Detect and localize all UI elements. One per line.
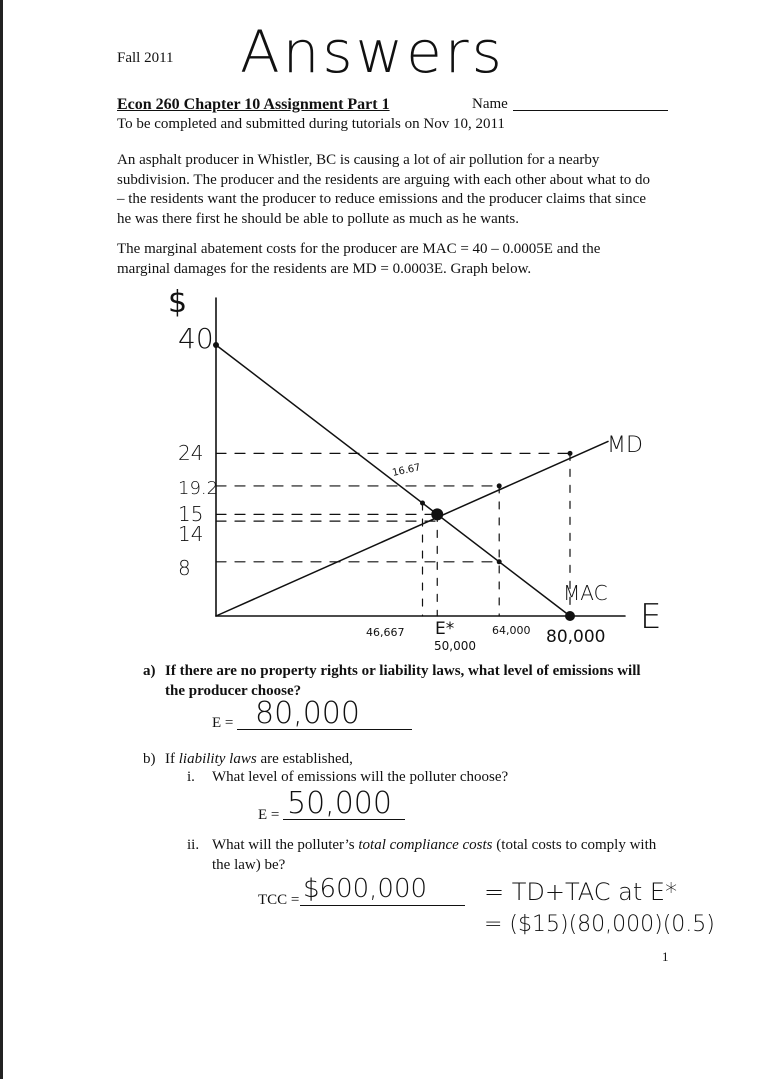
answer-bii-work-line2: = ($15)(80,000)(0.5): [484, 912, 715, 937]
mac-intercept-point: [213, 342, 219, 348]
question-bi-text: What level of emissions will the polluter choose?: [212, 769, 509, 785]
y-tick-label: 8: [178, 556, 191, 580]
answers-stamp: Answers: [240, 18, 505, 86]
term-label: Fall 2011: [117, 50, 174, 66]
series-label-mac: MAC: [563, 581, 608, 605]
x-tick-label: 46,667: [366, 626, 405, 639]
answer-a-value: 80,000: [255, 696, 360, 731]
x-tick-label: E*: [435, 619, 455, 639]
series-line-mac: [216, 345, 570, 616]
name-label: Name: [472, 96, 508, 112]
question-bii-label: ii.: [187, 837, 200, 853]
y-tick-label: 14: [178, 522, 204, 546]
y-tick-label: 15: [178, 502, 204, 526]
question-b-intro: If liability laws are established,: [165, 751, 353, 767]
intro-paragraph-1: An asphalt producer in Whistler, BC is causing a lot of air pollution for a nearby subdivision. The producer and the residents are arguing with each other about what to do – the residents want the producer to reduce emissions and the producer claims that since he was there first he should be able to pollute as much as he wants.: [117, 152, 651, 227]
answer-bi-value: 50,000: [287, 786, 392, 821]
question-b-label: b): [143, 751, 156, 767]
page-number: 1: [662, 949, 669, 964]
y-tick-label: 24: [178, 441, 204, 465]
annotation-16-67: 16.67: [391, 462, 422, 479]
question-bi-label: i.: [187, 769, 195, 785]
intro-paragraph-2: The marginal abatement costs for the producer are MAC = 40 – 0.0005E and the marginal damages for the residents are MD = 0.0003E. Graph below.: [117, 241, 601, 277]
subtitle: To be completed and submitted during tutorials on Nov 10, 2011: [117, 116, 505, 132]
answer-a-prefix: E =: [212, 715, 234, 731]
y-tick-label: 40: [178, 322, 214, 355]
answer-bii-prefix: TCC =: [258, 892, 300, 908]
question-a-text: If there are no property rights or liability laws, what level of emissions will the producer choose?: [165, 663, 641, 699]
answer-bii-work-line1: = TD+TAC at E*: [484, 878, 678, 906]
answer-bii-value: $600,000: [303, 874, 428, 904]
question-a-label: a): [143, 663, 156, 679]
question-bii-text: What will the polluter’s total compliance costs (total costs to comply with the law) be?: [212, 837, 657, 873]
series-label-md: MD: [607, 433, 643, 458]
x-axis-label: E: [640, 597, 662, 637]
answer-bi-prefix: E =: [258, 807, 280, 823]
course-title: Econ 260 Chapter 10 Assignment Part 1: [117, 96, 390, 113]
answer-bii-blank[interactable]: [300, 905, 465, 906]
x-tick-label: 64,000: [492, 624, 531, 637]
x-tick-label: 80,000: [546, 627, 606, 647]
x-tick-label: 50,000: [434, 639, 476, 653]
y-axis-label: $: [168, 285, 188, 320]
y-tick-label: 19.2: [178, 478, 219, 499]
